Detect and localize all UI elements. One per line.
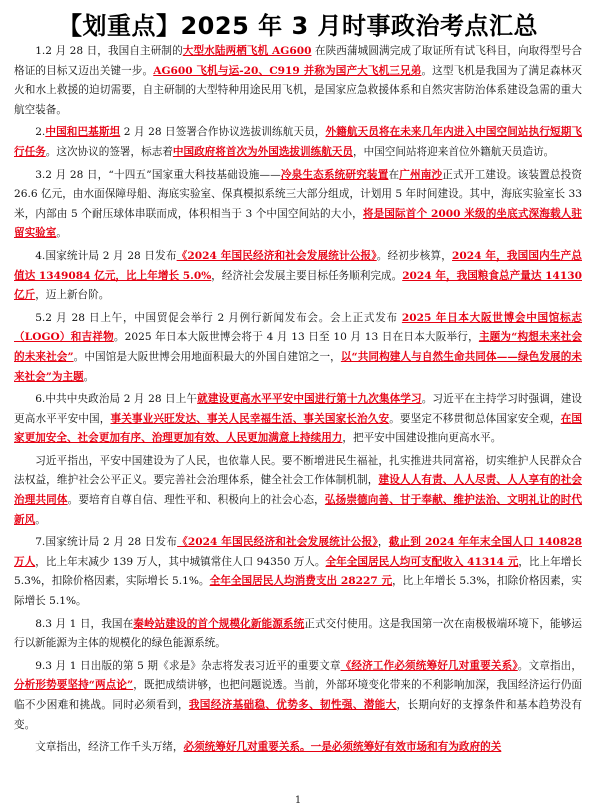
paragraph (14, 390, 582, 449)
paragraph-text: 7.国家统计局 2 月 28 日发布 (35, 536, 178, 549)
document-body (14, 42, 582, 761)
highlighted-key-point: 中国政府将首次为外国选拔训练航天员 (172, 145, 353, 158)
highlighted-key-point: 《经济工作必须统筹好几对重要关系》 (340, 659, 518, 672)
paragraph-text: ，中国空间站将迎来首位外籍航天员造访。 (353, 145, 555, 158)
paragraph (14, 452, 582, 530)
highlighted-key-point: 冷泉生态系统研究装置 (280, 168, 389, 181)
highlighted-key-point: 广州南沙 (399, 168, 443, 181)
paragraph-text: 9.3 月 1 日出版的第 5 期《求是》杂志将发表习近平的重要文章 (35, 659, 341, 672)
paragraph-text: 正式交付使用。这是我国第一次在南极极端环境下，能够运行以新能源为主体的规模化的绿色能源系统。 (14, 617, 583, 650)
paragraph-text: 在 (388, 168, 400, 181)
highlighted-key-point: 2024 年，我国粮食总产量达 14130 亿斤 (14, 269, 582, 302)
paragraph-text: 。中国馆是大阪世博会用地面积最大的外国自建馆之一， (73, 350, 341, 363)
paragraph-text: 2. (35, 126, 46, 139)
highlighted-key-point: 弘扬崇德向善、甘于奉献、维护法治、文明礼让的时代新风 (14, 494, 583, 526)
highlighted-key-point: AG600 飞机与运-20、C919 并称为国产大飞机三兄弟 (153, 64, 422, 77)
highlighted-key-point: 《2024 年国民经济和社会发展统计公报》 (176, 249, 377, 262)
highlighted-key-point: 外籍航天员将在未来几年内进入中国空间站执行短期飞行任务 (14, 126, 582, 158)
paragraph-text: 。2025 年日本大阪世博会将于 4 月 13 日至 10 月 13 日在日本大阪举行， (113, 331, 479, 344)
paragraph-text: 在陕西蒲城圆满完成了取证所有试飞科目，向取得型号合格证的目标又迈出关键一步。 (14, 45, 582, 77)
paragraph-text: 2 月 28 日签署合作协议选拔训练航天员， (120, 126, 326, 139)
highlighted-key-point: 以“共同构建人与自然生命共同体——绿色发展的未来社会”为主题 (14, 350, 583, 383)
paragraph (14, 738, 582, 758)
paragraph-text: 3.2 月 28 日，“十四五”国家重大科技基础设施—— (35, 168, 281, 181)
paragraph-text: 。 (56, 227, 67, 240)
highlighted-key-point: 截止到 2024 年年末全国人口 140828 万人 (14, 536, 582, 568)
highlighted-key-point: 分析形势要坚持“两点论” (14, 679, 134, 692)
paragraph-text: 。 (35, 513, 46, 526)
paragraph-text: 。这次协议的签署，标志着 (45, 145, 173, 158)
highlighted-key-point: 建设人人有责、人人尽责、人人享有的社会治理共同体 (14, 474, 583, 507)
paragraph (14, 247, 582, 306)
paragraph-text: 习近平指出，平安中国建设为了人民，也依靠人民。要不断增进民生福祉，扎实推进共同富裕，切实维护人民群众合法权益，维护社会公平正义。要完善社会治理体系，健全社会工作体制机制， (14, 454, 582, 487)
page-number: 1 (294, 795, 302, 806)
highlighted-key-point: 事关事业兴旺发达、事关人民幸福生活、事关国家长治久安 (110, 412, 390, 425)
paragraph-text: 。经初步核算， (376, 249, 453, 262)
paragraph-text: 正式开工建设。该装置总投资 26.6 亿元，由水面保障母船、海底实验室、保真模拟系统三大部分组成，计划用 5 年时间建设。其中，海底实验室长 33 米，内部由 5 个耐压球体串联而成，体积相当于 3 个中国空间站的大小， (14, 168, 583, 220)
paragraph (14, 123, 582, 162)
paragraph-text: ，既把成绩讲够，也把问题说透。当前，外部环境变化带来的不利影响加深，我国经济运行仍面临不少困难和挑战。同时必须看到， (14, 679, 583, 711)
highlighted-key-point: 全年全国居民人均消费支出 28227 元 (209, 575, 393, 588)
paragraph-text: 。要坚定不移贯彻总体国家安全观， (389, 412, 561, 425)
paragraph-text: 。习近平在主持学习时强调，建设更高水平平安中国， (14, 393, 583, 425)
paragraph-text: ，经济社会发展主要目标任务顺利完成。 (211, 269, 403, 282)
paragraph-text: ，比上年末减少 139 万人，其中城镇常住人口 94350 万人。 (35, 555, 326, 568)
paragraph-text: 文章指出，经济工作千头万绪， (35, 741, 184, 754)
paragraph-text: 5.2 月 28 日上午，中国贸促会举行 2 月例行新闻发布会。会上正式发布 (35, 311, 402, 324)
highlighted-key-point: 2024 年，我国国内生产总值达 1349084 亿元，比上年增长 5.0% (14, 249, 583, 282)
paragraph (14, 533, 582, 611)
highlighted-key-point: 秦岭站建设的首个规模化新能源系统 (133, 617, 305, 630)
paragraph-text: ，迈上新台阶。 (35, 289, 110, 302)
highlighted-key-point: 全年全国居民人均可支配收入 41314 元 (325, 555, 519, 568)
paragraph (14, 309, 582, 387)
highlighted-key-point: 必须统筹好几对重要关系。一是必须统筹好有效市场和有为政府的关 (183, 741, 502, 754)
paragraph-text: ，比上年增长 5.3%，扣除价格因素，实际增长 5.1%。 (14, 575, 583, 608)
paragraph-text: 。要培育自尊自信、理性平和、积极向上的社会心态， (67, 494, 325, 507)
highlighted-key-point: 大型水陆两栖飞机 AG600 (182, 45, 312, 57)
paragraph-text: 。文章指出， (517, 659, 583, 672)
highlighted-key-point: 《2024 年国民经济和社会发展统计公报》 (177, 536, 378, 549)
paragraph (14, 615, 582, 654)
paragraph-text: 。 (83, 370, 95, 383)
highlighted-key-point: 就建设更高水平平安中国进行第十九次集体学习 (197, 393, 422, 406)
paragraph-text: ，比上年增长 5.3%，扣除价格因素，实际增长 5.1%。 (14, 555, 583, 588)
paragraph-text: 8.3 月 1 日，我国在 (35, 617, 134, 630)
document-title: 【划重点】2025 年 3 月时事政治考点汇总 (57, 12, 539, 40)
highlighted-key-point: 2025 年日本大阪世博会中国馆标志（LOGO）和吉祥物 (14, 311, 582, 344)
paragraph-text: 。这型飞机是我国为了满足森林灭火和水上救援的迫切需要，自主研制的大型特种用途民用飞机，是国家应急救援体系和自然灾害防治体系建设急需的重大航空装备。 (14, 64, 582, 116)
paragraph-text: 4.国家统计局 2 月 28 日发布 (35, 249, 177, 262)
highlighted-key-point: 中国和巴基斯坦 (45, 126, 121, 139)
highlighted-key-point: 在国家更加安全、社会更加有序、治理更加有效、人民更加满意上持续用力 (14, 412, 583, 445)
highlighted-key-point: 主题为“构想未来社会的未来社会” (14, 331, 583, 363)
paragraph-text: ，长期向好的支撑条件和基本趋势没有变。 (14, 699, 583, 731)
paragraph (14, 657, 582, 735)
highlighted-key-point: 我国经济基础稳、优势多、韧性强、潜能大 (188, 699, 397, 711)
highlighted-key-point: 将是国际首个 2000 米级的坐底式深海载人驻留实验室 (14, 207, 583, 240)
paragraph-text: ，把平安中国建设推向更高水平。 (342, 432, 502, 445)
paragraph (14, 166, 582, 244)
paragraph-text: 1.2 月 28 日，我国自主研制的 (35, 45, 183, 57)
paragraph (14, 42, 582, 120)
paragraph-text: 6.中共中央政治局 2 月 28 日上午 (35, 393, 198, 406)
paragraph-text: ， (377, 536, 389, 549)
